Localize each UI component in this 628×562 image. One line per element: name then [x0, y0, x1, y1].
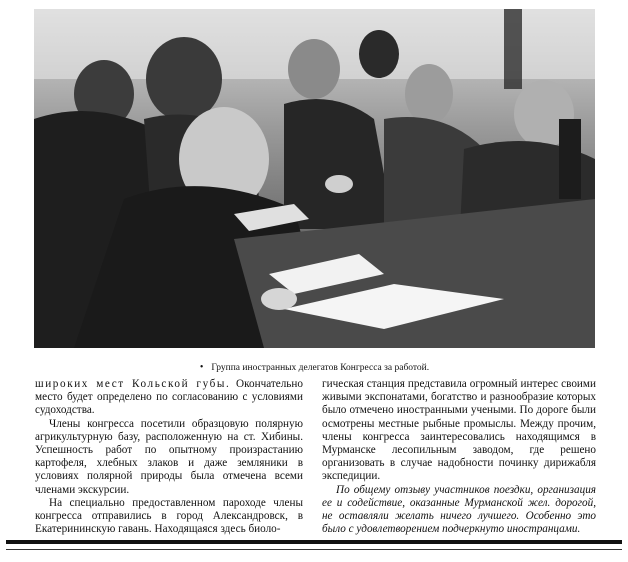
caption-text: Группа иностранных делегатов Конгресса за работой. — [211, 363, 430, 373]
bottom-rule-thin — [6, 549, 622, 550]
caption-bullet: • — [199, 362, 204, 373]
article-column-left — [35, 378, 303, 536]
photo-illustration — [34, 9, 595, 348]
left-p1-spaced: широких мест Кольской губы. — [35, 378, 231, 390]
bottom-rule-thick — [6, 540, 622, 544]
left-paragraph-2: Члены конгресса посетили образцовую полярную агрикультурную базу, расположенную на ст. Хибины. Успешность работ по опытному произрастанию картофеля, хлебных злаков и даже земляники в условиях полярной природы была отмечена всеми членами экскурсии. — [35, 417, 303, 496]
photo-caption — [34, 360, 595, 376]
right-paragraph-2: По общему отзыву участников поездки, организация ее и содействие, оказанные Мурманской жел. дорогой, не оставляли желать ничего лучшего. Особенно это было с удовлетворением подчеркнуто иностранцами. — [322, 483, 596, 536]
article-column-right — [322, 378, 596, 536]
left-p1-rest: Окончательно место будет определено по согласованию с условиями судоходства. — [35, 378, 303, 417]
delegates-photo — [34, 9, 595, 348]
right-paragraph-1: гическая станция представила огромный интерес своими живыми экспонатами, богатство и разнообразие которых было отмечено иностранными учеными. По дороге были осмотрены местные рыбные промыслы. Между прочим, члены конгресса заинтересовались находящимся в Мурманске лесопильным заводом, где решено организовать в случае надобности починку дирижабля экспедиции. — [322, 378, 596, 483]
left-paragraph-1 — [35, 378, 303, 418]
left-paragraph-3: На специально предоставленном пароходе члены конгресса отправились в город Александровск, в Екатерининскую гавань. Находящаяся здесь биоло- — [35, 496, 303, 536]
